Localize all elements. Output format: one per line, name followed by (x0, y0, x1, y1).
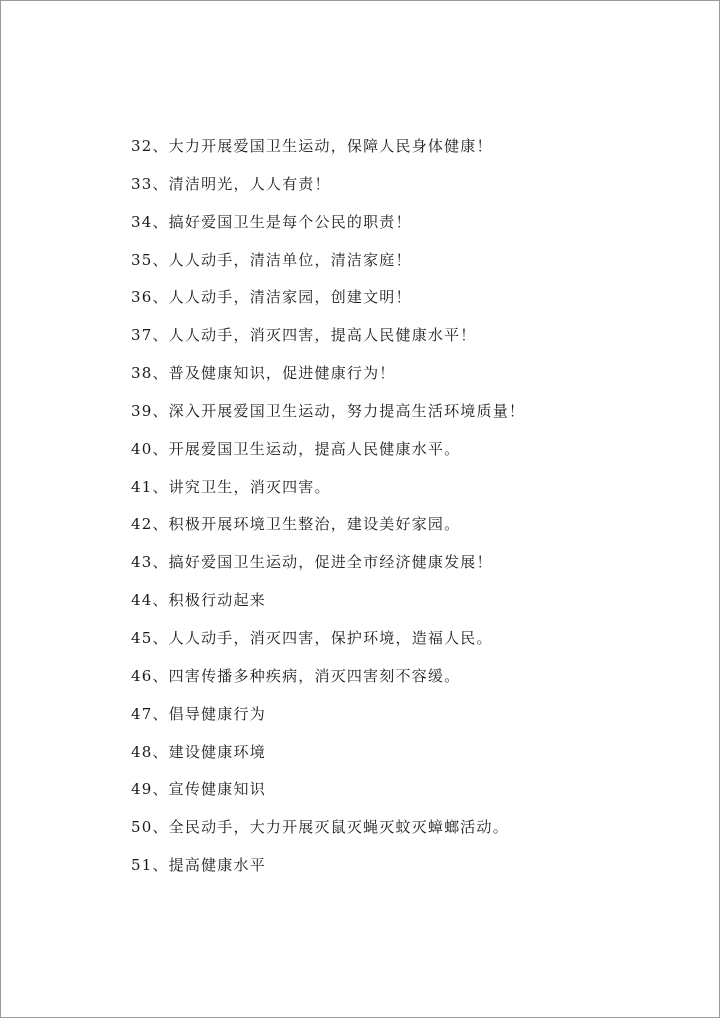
slogan-line: 46、四害传播多种疾病，消灭四害刻不容缓。 (131, 666, 461, 685)
document-body (131, 133, 691, 890)
slogan-line: 49、宣传健康知识 (131, 780, 266, 799)
slogan-line: 37、人人动手，消灭四害，提高人民健康水平！ (131, 326, 477, 345)
slogan-line: 48、建设健康环境 (131, 742, 266, 761)
slogan-line: 43、搞好爱国卫生运动，促进全市经济健康发展！ (131, 553, 493, 572)
slogan-line: 41、讲究卫生，消灭四害。 (131, 477, 331, 496)
slogan-line: 45、人人动手，消灭四害，保护环境，造福人民。 (131, 628, 493, 647)
slogan-line: 44、积极行动起来 (131, 591, 266, 610)
slogan-line: 36、人人动手，清洁家园，创建文明！ (131, 288, 412, 307)
slogan-line: 35、人人动手，清洁单位，清洁家庭！ (131, 250, 412, 269)
slogan-line: 47、倡导健康行为 (131, 704, 266, 723)
slogan-line: 42、积极开展环境卫生整治，建设美好家园。 (131, 515, 461, 534)
slogan-line: 39、深入开展爱国卫生运动，努力提高生活环境质量！ (131, 401, 526, 420)
slogan-line: 33、清洁明光，人人有责！ (131, 174, 331, 193)
slogan-line: 51、提高健康水平 (131, 856, 266, 875)
slogan-line: 40、开展爱国卫生运动，提高人民健康水平。 (131, 439, 461, 458)
slogan-line: 38、普及健康知识，促进健康行为！ (131, 364, 396, 383)
slogan-line: 50、全民动手，大力开展灭鼠灭蝇灭蚊灭蟑螂活动。 (131, 818, 509, 837)
slogan-line: 34、搞好爱国卫生是每个公民的职责！ (131, 212, 412, 231)
slogan-line: 32、大力开展爱国卫生运动，保障人民身体健康！ (131, 137, 493, 155)
